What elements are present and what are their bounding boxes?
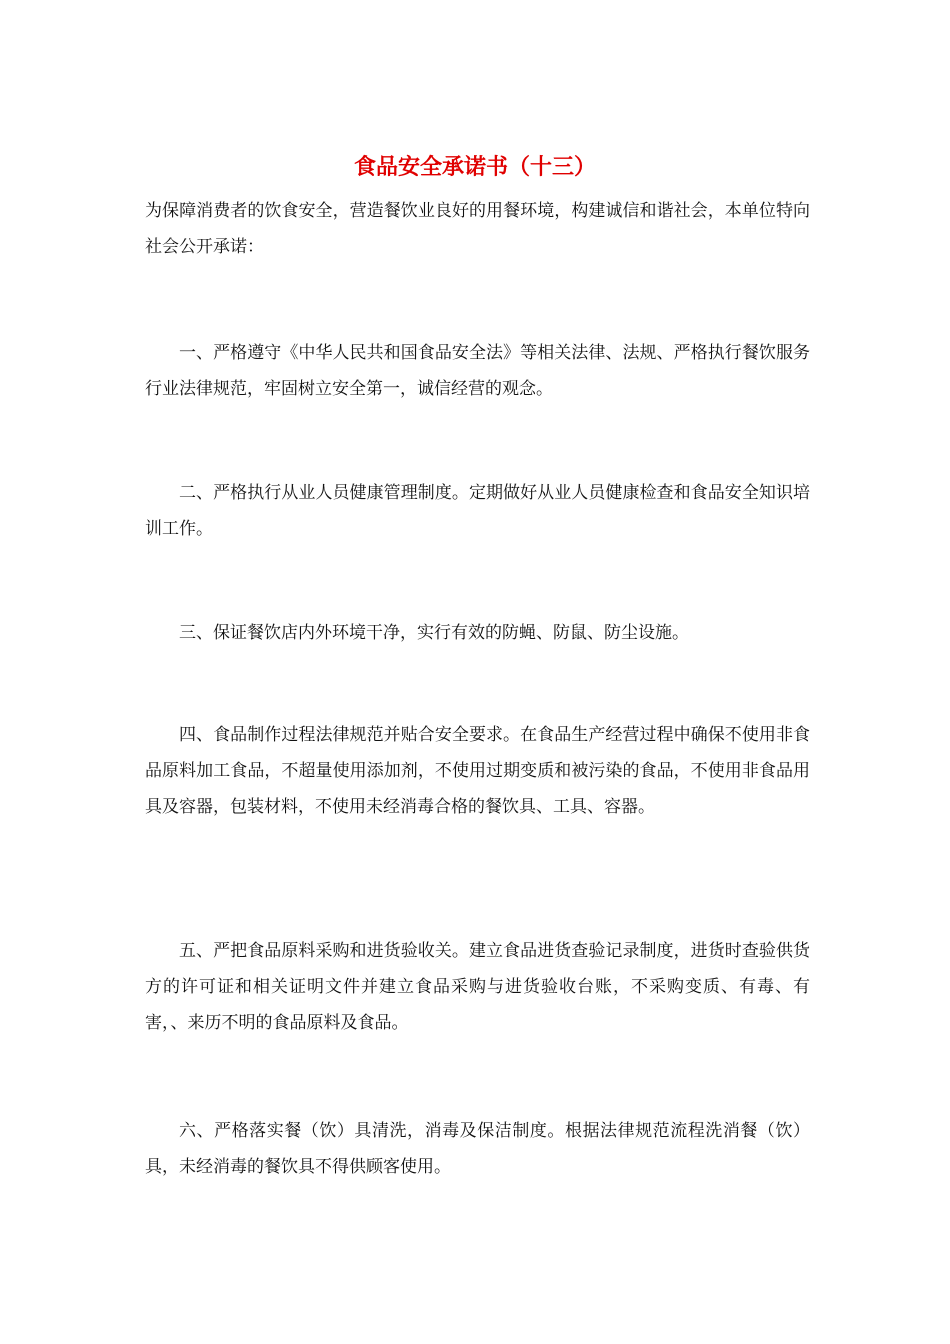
document-title: 食品安全承诺书（十三） bbox=[353, 154, 596, 180]
commitment-paragraph-2: 二、严格执行从业人员健康管理制度。定期做好从业人员健康检查和食品安全知识培训工作。 bbox=[145, 483, 810, 539]
commitment-paragraph-4: 四、食品制作过程法律规范并贴合安全要求。在食品生产经营过程中确保不使用非食品原料加工食品，不超量使用添加剂，不使用过期变质和被污染的食品，不使用非食品用具及容器，包装材料，不使用未经消毒合格的餐饮具、工具、容器。 bbox=[145, 725, 810, 817]
commitment-paragraph-6: 六、严格落实餐（饮）具清洗，消毒及保洁制度。根据法律规范流程洗消餐（饮）具，未经消毒的餐饮具不得供顾客使用。 bbox=[145, 1121, 810, 1177]
commitment-paragraph-5: 五、严把食品原料采购和进货验收关。建立食品进货查验记录制度，进货时查验供货方的许可证和相关证明文件并建立食品采购与进货验收台账，不采购变质、有毒、有害，、来历不明的食品原料及食品。 bbox=[145, 941, 810, 1033]
commitment-paragraph-1: 一、严格遵守《中华人民共和国食品安全法》等相关法律、法规、严格执行餐饮服务行业法律规范，牢固树立安全第一，诚信经营的观念。 bbox=[145, 343, 810, 399]
commitment-paragraph-3: 三、保证餐饮店内外环境干净，实行有效的防蝇、防鼠、防尘设施。 bbox=[179, 623, 689, 643]
intro-paragraph: 为保障消费者的饮食安全，营造餐饮业良好的用餐环境，构建诚信和谐社会，本单位特向社会公开承诺： bbox=[145, 201, 810, 257]
